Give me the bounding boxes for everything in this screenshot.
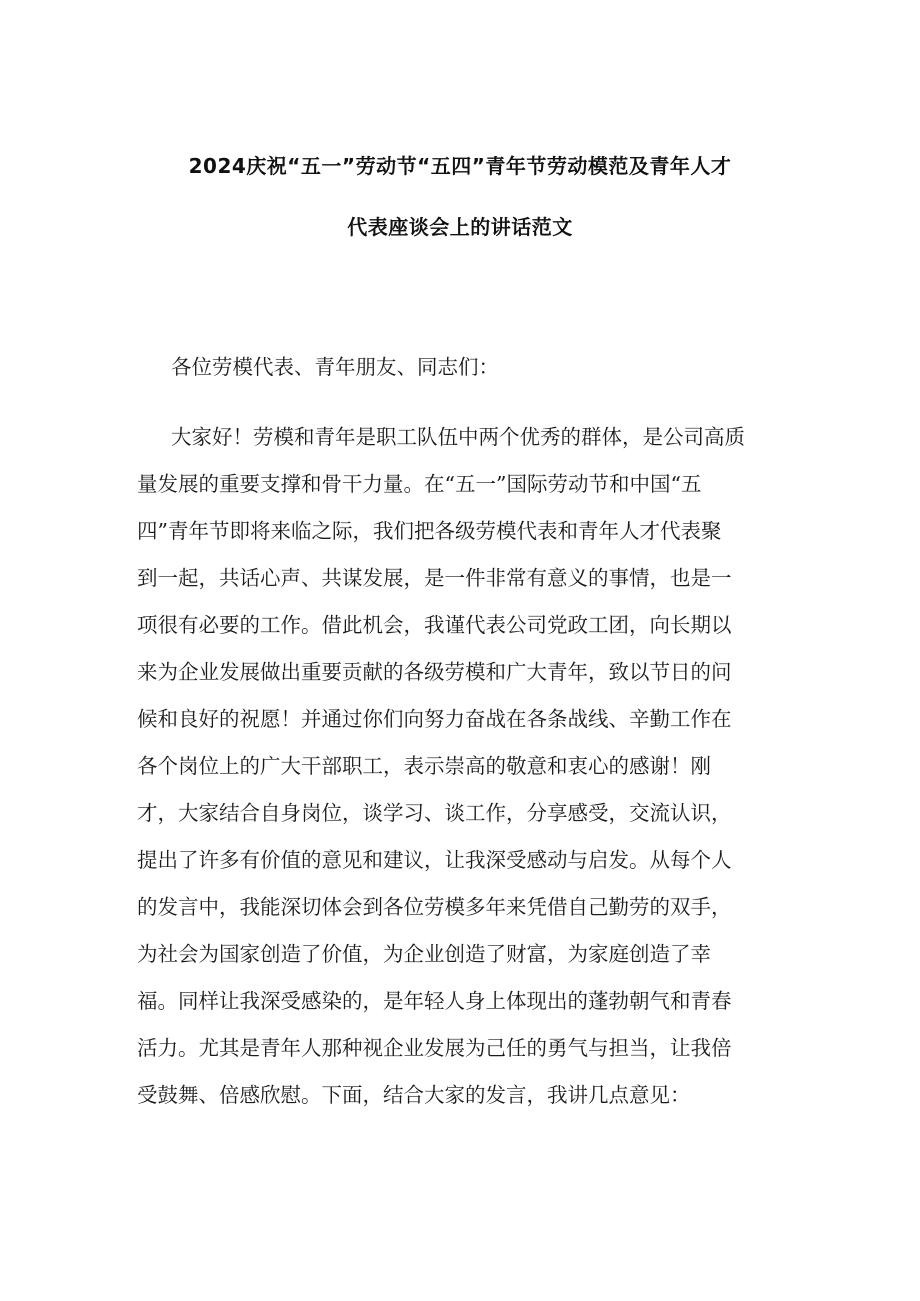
- paragraph-line: 才，大家结合自身岗位，谈学习、谈工作，分享感受，交流认识，: [137, 801, 732, 825]
- paragraph-line: 活力。尤其是青年人那种视企业发展为己任的勇气与担当，让我倍: [137, 1036, 732, 1060]
- paragraph-line: 为社会为国家创造了价值，为企业创造了财富，为家庭创造了幸: [137, 942, 711, 966]
- paragraph-line: 提出了许多有价值的意见和建议，让我深受感动与启发。从每个人: [137, 848, 732, 872]
- paragraph-line: 福。同样让我深受感染的，是年轻人身上体现出的蓬勃朝气和青春: [137, 989, 732, 1013]
- paragraph-line: 四”青年节即将来临之际，我们把各级劳模代表和青年人才代表聚: [137, 519, 722, 543]
- paragraph-line: 各个岗位上的广大干部职工，表示崇高的敬意和衷心的感谢！刚: [137, 754, 711, 778]
- paragraph-line: 受鼓舞、倍感欣慰。下面，结合大家的发言，我讲几点意见：: [137, 1083, 691, 1107]
- paragraph-line: 项很有必要的工作。借此机会，我谨代表公司党政工团，向长期以: [137, 613, 732, 637]
- paragraph-line: 大家好！劳模和青年是职工队伍中两个优秀的群体，是公司高质: [171, 425, 745, 449]
- document-title-line-2: 代表座谈会上的讲话范文: [347, 215, 573, 239]
- paragraph-line: 量发展的重要支撑和骨干力量。在“五一”国际劳动节和中国“五: [137, 472, 702, 496]
- paragraph-line: 候和良好的祝愿！并通过你们向努力奋战在各条战线、辛勤工作在: [137, 707, 732, 731]
- paragraph-line: 来为企业发展做出重要贡献的各级劳模和广大青年，致以节日的问: [137, 660, 732, 684]
- document-title-line-1: 2024庆祝“五一”劳动节“五四”青年节劳动模范及青年人才: [188, 154, 732, 178]
- salutation: 各位劳模代表、青年朋友、同志们：: [171, 355, 499, 379]
- paragraph-line: 的发言中，我能深切体会到各位劳模多年来凭借自己勤劳的双手，: [137, 895, 732, 919]
- paragraph-line: 到一起，共话心声、共谋发展，是一件非常有意义的事情，也是一: [137, 566, 732, 590]
